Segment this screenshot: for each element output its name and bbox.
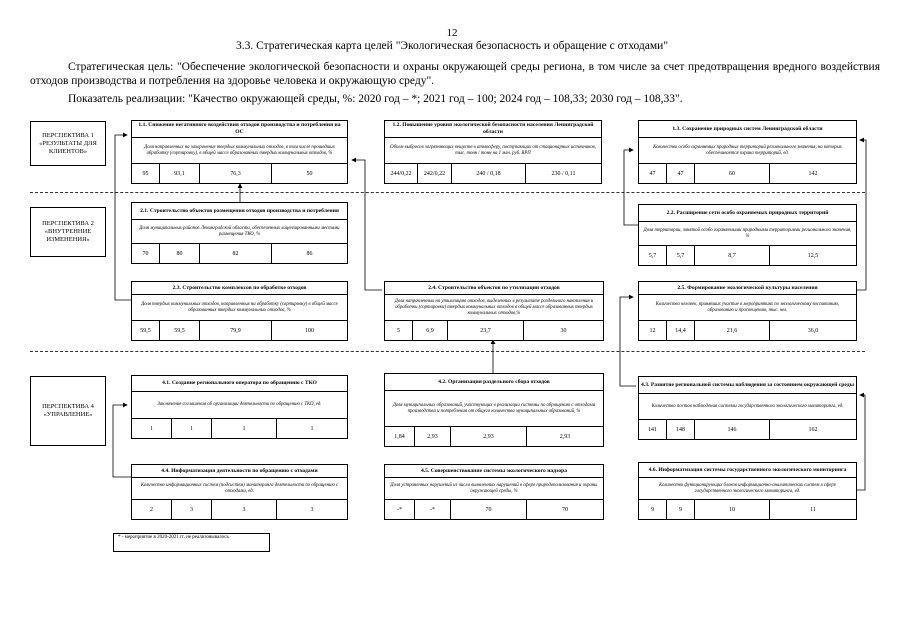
footnote-box: * - мероприятие в 2020-2021 гг. не реализовывалось — [113, 533, 270, 552]
card-title: 2.1. Строительство объектов размещения отходов производства и потребления — [132, 203, 347, 220]
card-title: 4.6. Информатизация системы государственного экологического мониторинга — [639, 463, 856, 478]
value-2024: 23,7 — [448, 321, 524, 340]
card-description: Количество функционирующих блоков информационно-аналитических систем в сфере государственного экологического мониторинга, ед. — [639, 478, 856, 500]
value-2030: 30 — [560, 327, 567, 334]
card-1-3 — [638, 120, 857, 184]
value-2021: 1 — [172, 419, 212, 438]
value-2030: 86 — [306, 250, 313, 257]
value-2030: 230 / 0,11 — [551, 170, 576, 177]
value-2020: 1 — [132, 419, 172, 438]
value-2030: 12,5 — [807, 252, 819, 259]
value-2024: 10 — [695, 500, 770, 519]
card-title: 2.2. Расширение сети особо охраняемых природных территорий — [639, 205, 856, 222]
card-4-6 — [638, 462, 857, 520]
value-2020: 47 — [639, 164, 667, 183]
card-description: Объем выбросов загрязняющих веществ в атмосферу, поступающих от стационарных источников, тыс. тонн / тонн на 1 млн. руб. ВРП — [385, 138, 601, 164]
card-description: Количество человек, принявших участие в мероприятиях по экологическому воспитанию, образованию и просвещению, тыс. чел. — [639, 295, 856, 321]
value-2020: 12 — [639, 321, 667, 340]
card-title: 4.2. Организация раздельного сбора отходов — [385, 374, 603, 391]
arrow-46-to-43 — [857, 395, 865, 490]
card-1-2 — [384, 120, 602, 184]
card-title: 4.3. Развитие региональной системы наблюдения за состоянием окружающей среды — [639, 377, 856, 394]
card-description: Доля территории, занятой особо охраняемыми природными территориями регионального значения, % — [639, 222, 856, 246]
arrow-24-to-11 — [352, 160, 382, 290]
card-description: Доля направленных на утилизацию отходов, выделенных в результате раздельного накопления и обработки (сортировки) твердых коммунальных отходов в общей массе образованных твердых коммунальных отходов,% — [385, 295, 603, 321]
value-2021: 59,5 — [160, 321, 200, 340]
value-2021: 14,4 — [667, 321, 695, 340]
value-2021: 148 — [667, 420, 695, 439]
arrow-22-to-13 — [624, 150, 638, 225]
strategic-goal: Стратегическая цель: "Обеспечение экологической безопасности и охраны окружающей среды региона, в том числе за счет предотвращения вредного воздействия отходов производства и потребления на здоровье человека и окружающую среду". — [30, 61, 880, 87]
card-4-1 — [131, 375, 348, 439]
card-values — [132, 419, 347, 438]
card-title: 1.3. Сохранение природных систем Ленинградской области — [639, 121, 856, 138]
perspective-2: ПЕРСПЕКТИВА 2 «ВНУТРЕННИЕ ИЗМЕНЕНИЯ» — [30, 207, 106, 257]
card-2-5 — [638, 281, 857, 341]
card-description: Доля муниципальных районов Ленинградской области, обеспеченных лицензированными местами размещения ТКО, % — [132, 220, 347, 244]
value-2021: 2,93 — [415, 427, 451, 446]
card-description: Количество информационных систем (подсистем) мониторинга деятельности по обращению с отходами, ед. — [132, 478, 347, 500]
card-4-3 — [638, 376, 857, 440]
value-2021: 5,7 — [667, 246, 695, 265]
card-title: 4.1. Создание регионального оператора по обращению с ТКО — [132, 376, 347, 392]
card-title: 4.5. Совершенствование системы экологического надзора — [385, 465, 603, 478]
value-2030: 70 — [562, 506, 568, 513]
card-2-1 — [131, 202, 348, 264]
value-2020: 2 — [132, 500, 172, 519]
card-title: 2.4. Строительство объектов по утилизации отходов — [385, 282, 603, 295]
value-2021: 80 — [160, 244, 200, 263]
card-values — [132, 500, 347, 519]
card-values — [132, 244, 347, 263]
card-values — [639, 420, 856, 439]
card-description: Количество особо охраняемых природных территорий регионального значения, на которых обеспечивается охрана территорий, ед. — [639, 138, 856, 164]
value-2024: 60 — [695, 164, 770, 183]
card-4-5 — [384, 464, 604, 520]
arrow-44-to-41 — [113, 405, 131, 477]
card-description: Доля муниципальных образований, участвующих в реализации системы по обращению с отходами производства и потребления от общего количества муниципальных образований, % — [385, 391, 603, 427]
indicator-line: Показатель реализации: "Качество окружающей среды, %: 2020 год – *; 2021 год – 100; 2024 год – 108,33; 2030 год – 108,33". — [68, 93, 683, 105]
value-2024: 3 — [212, 500, 277, 519]
card-values — [639, 164, 856, 183]
card-4-4 — [131, 464, 348, 520]
value-2020: 9 — [639, 500, 667, 519]
card-2-2 — [638, 204, 857, 266]
value-2020: 5,7 — [639, 246, 667, 265]
value-2024: 146 — [695, 420, 770, 439]
value-2024: 2,93 — [451, 427, 527, 446]
card-values — [385, 427, 603, 446]
value-2021: 93,1 — [160, 164, 200, 183]
card-description: Заключение соглашения об организации деятельности по обращению с ТКО, ед. — [132, 392, 347, 419]
value-2030: 162 — [808, 426, 818, 433]
card-values — [132, 164, 347, 183]
value-2030: 1 — [310, 425, 314, 432]
card-description: Количество постов наблюдения системы государственного экологического мониторинга, ед. — [639, 394, 856, 420]
value-2021: 242/0,22 — [418, 164, 452, 183]
value-2021: 9 — [667, 500, 695, 519]
page-number: 12 — [446, 27, 458, 39]
value-2024: 70 — [451, 500, 527, 519]
value-2021: 47 — [667, 164, 695, 183]
value-2020: 95 — [132, 164, 160, 183]
value-2024: 79,9 — [200, 321, 272, 340]
page-title: 3.3. Стратегическая карта целей "Экологическая безопасность и обращение с отходами" — [235, 40, 669, 52]
value-2020: 141 — [639, 420, 667, 439]
value-2020: 70 — [132, 244, 160, 263]
perspective-4: ПЕРСПЕКТИВА 4 «УПРАВЛЕНИЕ» — [30, 376, 106, 446]
card-4-2 — [384, 373, 604, 447]
value-2020: 59,5 — [132, 321, 160, 340]
value-2020: 244/0,22 — [385, 164, 418, 183]
card-description: Доля направленных на захоронение твердых коммунальных отходов, в том числе прошедших обработку (сортировку), в общей массе образованных твердых коммунальных отходов, % — [132, 138, 347, 164]
value-2024: 8,7 — [695, 246, 770, 265]
value-2020: 5 — [385, 321, 413, 340]
value-2030: 3 — [310, 506, 314, 513]
value-2021: 6,9 — [413, 321, 448, 340]
arrow-25-to-13 — [857, 140, 866, 290]
card-title: 2.5. Формирование экологической культуры населения — [639, 282, 856, 295]
card-values — [132, 321, 347, 340]
card-title: 2.3. Строительство комплексов по обработке отходов — [132, 282, 347, 295]
card-description: Доля устраненных нарушений из числа выявленных нарушений в сфере природопользования и охраны окружающей среды, % — [385, 478, 603, 500]
arrow-23-to-11 — [115, 135, 131, 300]
value-2030: 50 — [306, 170, 313, 177]
card-2-4 — [384, 281, 604, 341]
value-2020: 1,84 — [385, 427, 415, 446]
card-values — [385, 321, 603, 340]
value-2021: -* — [415, 500, 451, 519]
card-values — [639, 246, 856, 265]
value-2024: 21,6 — [695, 321, 770, 340]
card-1-1 — [131, 120, 348, 184]
value-2030: 11 — [810, 506, 816, 513]
value-2030: 2,93 — [559, 433, 571, 440]
value-2030: 100 — [305, 327, 314, 334]
card-values — [385, 164, 601, 183]
perspective-1: ПЕРСПЕКТИВА 1 «РЕЗУЛЬТАТЫ ДЛЯ КЛИЕНТОВ» — [30, 121, 106, 166]
value-2024: 240 / 0,18 — [452, 164, 526, 183]
value-2024: 1 — [212, 419, 277, 438]
value-2024: 76,3 — [200, 164, 272, 183]
value-2030: 142 — [808, 170, 818, 177]
value-2020: -* — [385, 500, 415, 519]
card-title: 1.2. Повышение уровня экологической безопасности населения Ленинградской области — [385, 121, 601, 138]
card-values — [639, 321, 856, 340]
card-title: 4.4. Информатизация деятельности по обращению с отходами — [132, 465, 347, 478]
card-description: Доля твердых коммунальных отходов, направленных на обработку (сортировку) в общей массе образованных твердых коммунальных отходов, % — [132, 295, 347, 321]
value-2030: 36,0 — [807, 327, 819, 334]
value-2024: 82 — [200, 244, 272, 263]
card-title: 1.1. Снижение негативного воздействия отходов производства и потребления на ОС — [132, 121, 347, 138]
arrow-43-to-25 — [620, 297, 636, 386]
card-values — [385, 500, 603, 519]
card-2-3 — [131, 281, 348, 341]
card-values — [639, 500, 856, 519]
value-2021: 3 — [172, 500, 212, 519]
